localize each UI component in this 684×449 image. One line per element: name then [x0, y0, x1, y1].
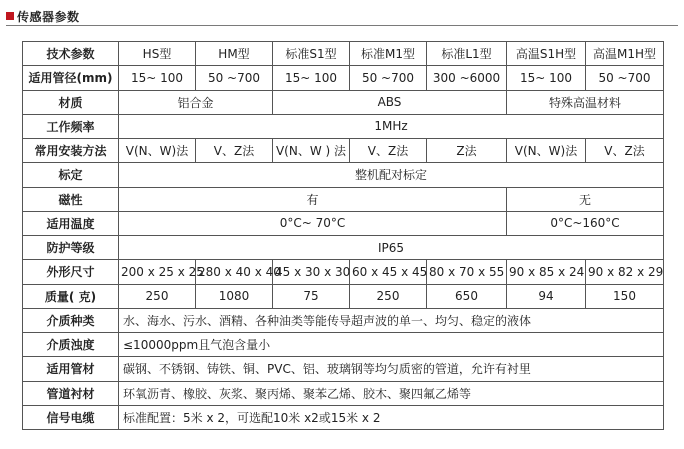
table-row	[23, 381, 664, 405]
row-label-tech: 技术参数	[23, 42, 119, 66]
table-cell: 650	[427, 284, 507, 308]
table-row	[23, 357, 664, 381]
row-label-magnetic: 磁性	[23, 187, 119, 211]
table-cell: IP65	[119, 236, 664, 260]
section-title: 传感器参数	[17, 9, 80, 24]
table-row	[23, 114, 664, 138]
model-header: 标准L1型	[427, 42, 507, 66]
table-cell: 50 ~700	[350, 66, 427, 90]
model-header: HS型	[119, 42, 196, 66]
table-row	[23, 333, 664, 357]
table-cell: V(N、W)法	[507, 139, 586, 163]
red-square-icon	[6, 12, 14, 20]
row-label-lining: 管道衬材	[23, 381, 119, 405]
table-cell: 50 ~700	[196, 66, 273, 90]
table-cell: 250	[350, 284, 427, 308]
table-cell: 水、海水、污水、酒精、各种油类等能传导超声波的单一、均匀、稳定的液体	[119, 308, 664, 332]
model-header: 高温M1H型	[586, 42, 664, 66]
table-cell: V(N、W)法	[119, 139, 196, 163]
row-label-medium: 介质种类	[23, 308, 119, 332]
table-row	[23, 211, 664, 235]
row-label-material: 材质	[23, 90, 119, 114]
table-cell: 特殊高温材料	[507, 90, 664, 114]
table-row	[23, 42, 664, 66]
row-label-size: 外形尺寸	[23, 260, 119, 284]
table-cell: V、Z法	[586, 139, 664, 163]
table-row	[23, 308, 664, 332]
table-row	[23, 260, 664, 284]
sensor-params-table	[22, 41, 664, 430]
table-cell: 280 x 40 x 40	[196, 260, 273, 284]
header-divider	[6, 25, 678, 26]
model-header: 标准M1型	[350, 42, 427, 66]
table-cell: 90 x 82 x 29	[586, 260, 664, 284]
table-cell: V、Z法	[196, 139, 273, 163]
row-label-weight: 质量( 克)	[23, 284, 119, 308]
table-cell: 整机配对标定	[119, 163, 664, 187]
table-cell: V、Z法	[350, 139, 427, 163]
table-cell: ≤10000ppm且气泡含量小	[119, 333, 664, 357]
table-cell: 0°C~ 70°C	[119, 211, 507, 235]
table-cell: 环氧沥青、橡胶、灰浆、聚丙烯、聚苯乙烯、胶木、聚四氟乙烯等	[119, 381, 664, 405]
table-cell: 200 x 25 x 25	[119, 260, 196, 284]
table-cell: 碳钢、不锈钢、铸铁、铜、PVC、铝、玻璃钢等均匀质密的管道，允许有衬里	[119, 357, 664, 381]
table-cell: 0°C~160°C	[507, 211, 664, 235]
row-label-pipe: 适用管径(mm)	[23, 66, 119, 90]
table-cell: 铝合金	[119, 90, 273, 114]
row-label-temp: 适用温度	[23, 211, 119, 235]
table-cell: 60 x 45 x 45	[350, 260, 427, 284]
row-label-pipe-material: 适用管材	[23, 357, 119, 381]
table-row	[23, 284, 664, 308]
table-cell: 15~ 100	[119, 66, 196, 90]
table-row	[23, 405, 664, 429]
table-row	[23, 236, 664, 260]
table-cell: 90 x 85 x 24	[507, 260, 586, 284]
table-cell: 75	[273, 284, 350, 308]
table-cell: 80 x 70 x 55	[427, 260, 507, 284]
table-row	[23, 139, 664, 163]
table-cell: 150	[586, 284, 664, 308]
row-label-calib: 标定	[23, 163, 119, 187]
table-cell: 300 ~6000	[427, 66, 507, 90]
table-cell: 15~ 100	[507, 66, 586, 90]
table-row	[23, 90, 664, 114]
row-label-cable: 信号电缆	[23, 405, 119, 429]
section-header	[6, 8, 80, 24]
table-cell: 1MHz	[119, 114, 664, 138]
table-row	[23, 187, 664, 211]
model-header: 高温S1H型	[507, 42, 586, 66]
table-cell: 有	[119, 187, 507, 211]
table-cell: 50 ~700	[586, 66, 664, 90]
row-label-turbidity: 介质浊度	[23, 333, 119, 357]
table-cell: 15~ 100	[273, 66, 350, 90]
row-label-protect: 防护等级	[23, 236, 119, 260]
table-cell: 94	[507, 284, 586, 308]
row-label-freq: 工作频率	[23, 114, 119, 138]
table-cell: 1080	[196, 284, 273, 308]
table-cell: 250	[119, 284, 196, 308]
table-cell: 45 x 30 x 30	[273, 260, 350, 284]
row-label-install: 常用安装方法	[23, 139, 119, 163]
table-cell: 无	[507, 187, 664, 211]
model-header: 标准S1型	[273, 42, 350, 66]
table-cell: V(N、W ) 法	[273, 139, 350, 163]
table-row	[23, 163, 664, 187]
table-cell: 标准配置：5米 x 2，可选配10米 x2或15米 x 2	[119, 405, 664, 429]
table-cell: ABS	[273, 90, 507, 114]
table-row	[23, 66, 664, 90]
model-header: HM型	[196, 42, 273, 66]
table-cell: Z法	[427, 139, 507, 163]
